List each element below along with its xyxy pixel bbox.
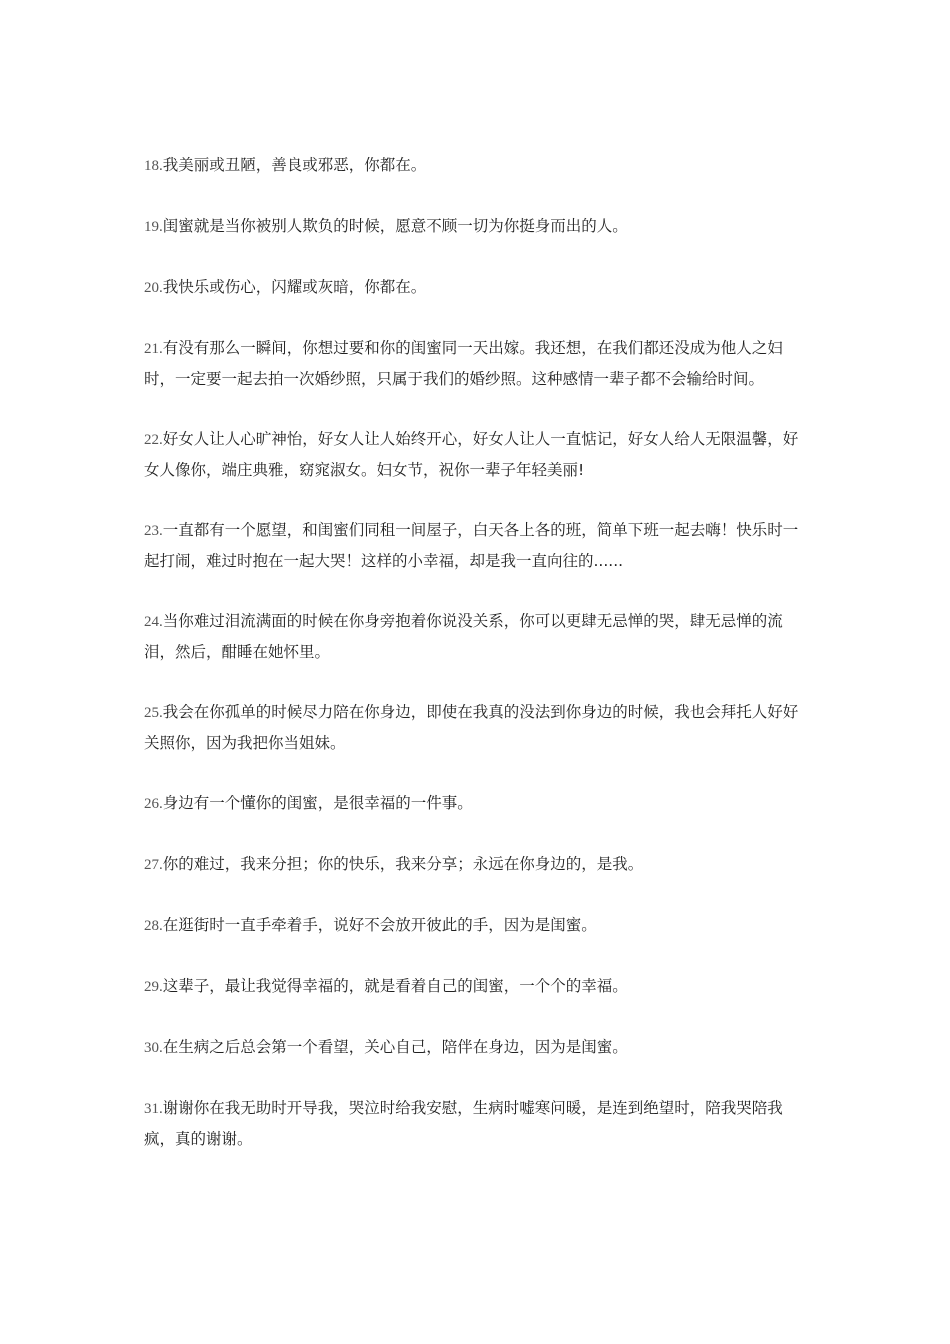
item-text: 在生病之后总会第一个看望，关心自己，陪伴在身边，因为是闺蜜。 [162,1038,628,1056]
item-number: 28. [144,918,163,934]
item-text: 有没有那么一瞬间，你想过要和你的闺蜜同一天出嫁。我还想，在我们都还没成为他人之妇时，一定要一起去拍一次婚纱照，只属于我们的婚纱照。这种感情一辈子都不会输给时间。 [144,339,783,388]
list-item-30 [144,1032,808,1063]
list-item-19 [144,211,808,242]
item-text: 一直都有一个愿望，和闺蜜们同租一间屋子，白天各上各的班，简单下班一起去嗨！快乐时一起打闹，难过时抱在一起大哭！这样的小幸福，却是我一直向往的...... [144,521,799,570]
list-item-25 [144,697,808,758]
item-text: 我快乐或伤心，闪耀或灰暗，你都在。 [162,278,427,296]
item-text: 好女人让人心旷神怡，好女人让人始终开心，好女人让人一直惦记，好女人给人无限温馨，好女人像你，端庄典雅，窈窕淑女。妇女节，祝你一辈子年轻美丽! [144,430,799,479]
item-number: 24. [144,614,163,630]
item-number: 21. [144,341,163,357]
list-item-26 [144,788,808,819]
item-text: 身边有一个懂你的闺蜜，是很幸福的一件事。 [162,794,473,812]
list-item-20 [144,272,808,303]
list-item-28 [144,910,808,941]
item-text: 我美丽或丑陋，善良或邪恶，你都在。 [162,156,427,174]
list-item-27 [144,849,808,880]
list-item-22 [144,424,808,485]
item-number: 26. [144,796,163,812]
item-number: 30. [144,1040,163,1056]
item-text: 当你难过泪流满面的时候在你身旁抱着你说没关系，你可以更肆无忌惮的哭，肆无忌惮的流泪，然后，酣睡在她怀里。 [144,612,783,661]
item-number: 29. [144,979,163,995]
item-number: 20. [144,280,163,296]
item-number: 31. [144,1101,163,1117]
list-item-31 [144,1093,808,1154]
item-number: 22. [144,432,163,448]
list-item-18 [144,150,808,181]
item-text: 谢谢你在我无助时开导我，哭泣时给我安慰，生病时嘘寒问暖，是连到绝望时，陪我哭陪我疯，真的谢谢。 [144,1099,783,1148]
item-number: 23. [144,523,163,539]
list-item-21 [144,333,808,394]
item-number: 25. [144,705,163,721]
item-text: 闺蜜就是当你被别人欺负的时候，愿意不顾一切为你挺身而出的人。 [162,217,628,235]
item-number: 27. [144,857,163,873]
document-body [144,150,808,1184]
item-text: 你的难过，我来分担；你的快乐，我来分享；永远在你身边的，是我。 [162,855,644,873]
item-text: 在逛街时一直手牵着手，说好不会放开彼此的手，因为是闺蜜。 [162,916,597,934]
list-item-23 [144,515,808,576]
item-text: 这辈子，最让我觉得幸福的，就是看着自己的闺蜜，一个个的幸福。 [162,977,628,995]
item-number: 18. [144,158,163,174]
list-item-29 [144,971,808,1002]
item-text: 我会在你孤单的时候尽力陪在你身边，即使在我真的没法到你身边的时候，我也会拜托人好好关照你，因为我把你当姐妹。 [144,703,799,752]
item-number: 19. [144,219,163,235]
list-item-24 [144,606,808,667]
